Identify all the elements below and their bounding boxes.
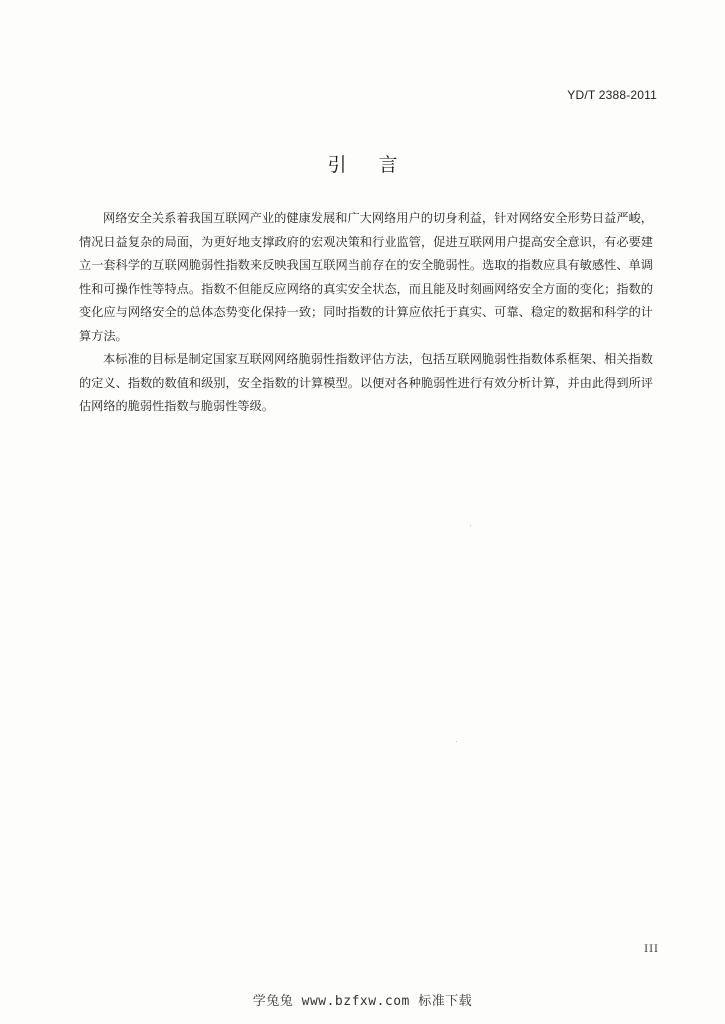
standard-number: YD/T 2388-2011 bbox=[567, 88, 657, 102]
scan-speck bbox=[470, 525, 471, 526]
site-watermark: 学兔兔 www.bzfxw.com 标准下载 bbox=[252, 994, 473, 1009]
introduction-body bbox=[79, 207, 653, 419]
scan-speck bbox=[456, 741, 457, 742]
paragraph-2: 本标准的目标是制定国家互联网网络脆弱性指数评估方法，包括互联网脆弱性指数体系框架、相关指数的定义、指数的数值和级别，安全指数的计算模型。以便对各种脆弱性进行有效分析计算，并由此得到所评估网络的脆弱性指数与脆弱性等级。 bbox=[79, 352, 653, 413]
paragraph-1: 网络安全关系着我国互联网产业的健康发展和广大网络用户的切身利益，针对网络安全形势日益严峻，情况日益复杂的局面，为更好地支撑政府的宏观决策和行业监管，促进互联网用户提高安全意识，有必要建立一套科学的互联网脆弱性指数来反映我国互联网当前存在的安全脆弱性。选取的指数应具有敏感性、单调性和可操作性等特点。指数不但能反应网络的真实安全状态，而且能及时刻画网络安全方面的变化；指数的变化应与网络安全的总体态势变化保持一致；同时指数的计算应依托于真实、可靠、稳定的数据和科学的计算方法。 bbox=[79, 211, 653, 343]
page-title: 引言 bbox=[327, 154, 430, 176]
page-number: III bbox=[644, 944, 659, 955]
